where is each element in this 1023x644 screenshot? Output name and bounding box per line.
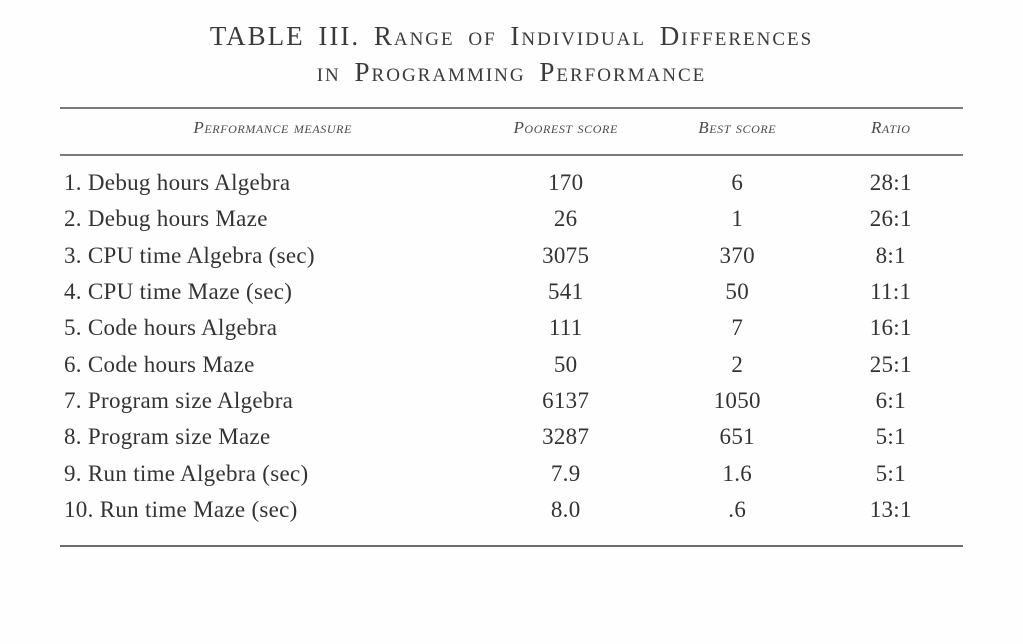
cell-poorest: 6137 bbox=[542, 388, 590, 414]
table-row bbox=[60, 238, 963, 274]
cell-ratio: 28:1 bbox=[869, 169, 912, 195]
cell-measure: 3. CPU time Algebra (sec) bbox=[64, 242, 315, 268]
cell-measure: 5. Code hours Algebra bbox=[64, 315, 278, 341]
cell-ratio: 6:1 bbox=[875, 388, 906, 414]
cell-best: 370 bbox=[719, 242, 755, 268]
cell-measure: 4. CPU time Maze (sec) bbox=[64, 278, 293, 304]
table-row bbox=[60, 383, 963, 419]
cell-ratio: 11:1 bbox=[870, 278, 912, 304]
cell-measure: 10. Run time Maze (sec) bbox=[64, 497, 298, 523]
cell-measure: 2. Debug hours Maze bbox=[64, 206, 268, 232]
table-row bbox=[60, 492, 963, 535]
cell-measure: 8. Program size Maze bbox=[64, 424, 271, 450]
cell-poorest: 170 bbox=[547, 169, 584, 195]
cell-poorest: 541 bbox=[547, 278, 584, 304]
cell-measure: 6. Code hours Maze bbox=[64, 351, 255, 377]
cell-ratio: 5:1 bbox=[875, 460, 906, 486]
cell-poorest: 50 bbox=[553, 351, 578, 377]
table-header bbox=[60, 109, 963, 148]
cell-poorest: 3075 bbox=[542, 242, 590, 268]
cell-measure: 1. Debug hours Algebra bbox=[64, 169, 291, 195]
table-row bbox=[60, 310, 963, 346]
cell-best: 6 bbox=[731, 169, 744, 195]
results-table bbox=[60, 109, 963, 148]
column-header-measure: Performance measure bbox=[193, 117, 353, 137]
rule-bottom bbox=[60, 545, 963, 547]
results-table-body bbox=[60, 156, 963, 536]
column-header-best-score: Best score bbox=[698, 117, 777, 137]
cell-best: 7 bbox=[731, 315, 744, 341]
cell-poorest: 26 bbox=[553, 206, 578, 232]
cell-poorest: 8.0 bbox=[550, 497, 581, 523]
cell-poorest: 7.9 bbox=[550, 460, 581, 486]
cell-ratio: 13:1 bbox=[869, 497, 912, 523]
cell-poorest: 111 bbox=[548, 315, 583, 341]
cell-best: 50 bbox=[725, 278, 750, 304]
cell-best: 651 bbox=[719, 424, 755, 450]
table-row bbox=[60, 201, 963, 237]
cell-best: 1 bbox=[731, 206, 744, 232]
cell-poorest: 3287 bbox=[542, 424, 590, 450]
table-row bbox=[60, 274, 963, 310]
table-row bbox=[60, 347, 963, 383]
table-row bbox=[60, 456, 963, 492]
cell-measure: 9. Run time Algebra (sec) bbox=[64, 460, 309, 486]
cell-ratio: 16:1 bbox=[869, 315, 912, 341]
cell-best: 1.6 bbox=[722, 460, 753, 486]
table-header-row bbox=[60, 109, 963, 148]
table-title bbox=[60, 18, 963, 91]
table-title-line-2: in Programming Performance bbox=[316, 57, 707, 88]
cell-measure: 7. Program size Algebra bbox=[64, 388, 294, 414]
cell-ratio: 26:1 bbox=[869, 206, 912, 232]
table-row bbox=[60, 419, 963, 455]
cell-ratio: 8:1 bbox=[875, 242, 906, 268]
cell-ratio: 5:1 bbox=[875, 424, 906, 450]
cell-best: .6 bbox=[728, 497, 747, 523]
table-row bbox=[60, 156, 963, 201]
column-header-ratio: Ratio bbox=[870, 117, 911, 137]
table-body bbox=[60, 156, 963, 536]
table-title-line-1: TABLE III. Range of Individual Differences bbox=[209, 21, 814, 51]
cell-best: 2 bbox=[731, 351, 744, 377]
cell-ratio: 25:1 bbox=[869, 351, 912, 377]
cell-best: 1050 bbox=[713, 388, 761, 414]
column-header-poorest-score: Poorest score bbox=[513, 117, 618, 137]
